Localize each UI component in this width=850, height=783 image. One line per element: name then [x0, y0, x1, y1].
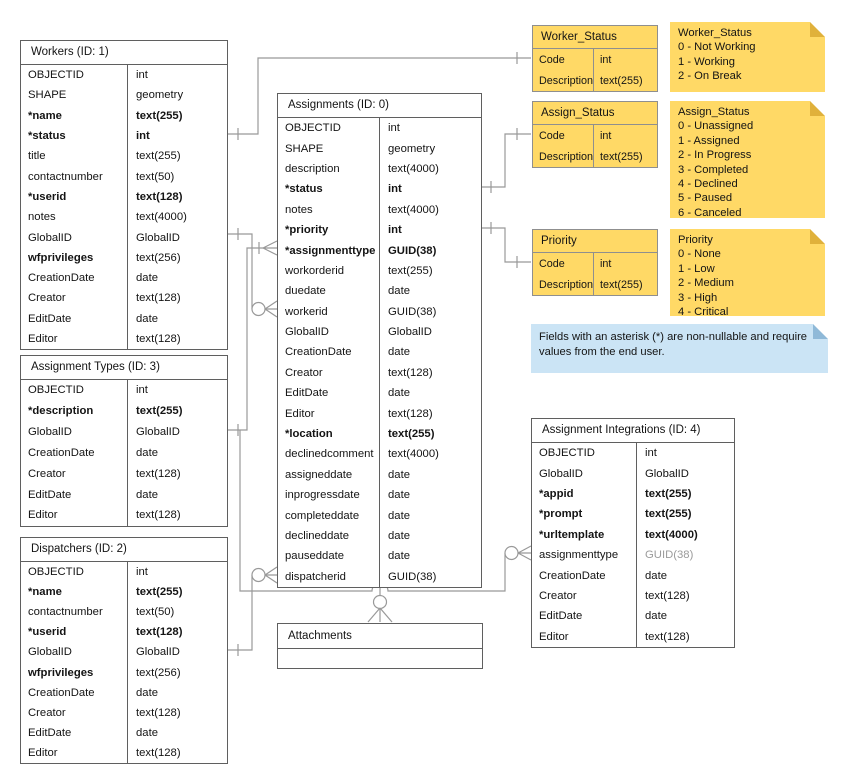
note-line: 0 - Not Working — [678, 41, 756, 54]
field-row — [278, 322, 481, 342]
field-type: text(128) — [127, 743, 227, 763]
field-row — [278, 261, 481, 281]
field-row — [278, 505, 481, 525]
field-name: *userid — [28, 626, 67, 639]
note-priority-legend[interactable] — [670, 229, 825, 319]
field-name: GlobalID — [539, 467, 583, 480]
folded-corner-icon — [810, 101, 825, 116]
field-name: CreationDate — [28, 686, 95, 699]
field-name: CreationDate — [28, 272, 95, 285]
field-type: text(255) — [593, 146, 657, 167]
field-type: date — [127, 268, 227, 288]
note-line: Worker_Status — [678, 27, 752, 39]
field-row — [532, 443, 734, 463]
field-type: int — [636, 443, 734, 463]
field-name: Code — [539, 257, 565, 270]
field-name: EditDate — [28, 488, 72, 501]
field-name: *name — [28, 586, 62, 599]
field-type: text(128) — [127, 187, 227, 207]
field-type: text(128) — [636, 586, 734, 606]
field-type: int — [127, 126, 227, 146]
field-name: Editor — [28, 746, 58, 759]
field-row — [21, 743, 227, 763]
field-list — [21, 380, 227, 526]
field-row — [278, 526, 481, 546]
field-name: Editor — [28, 333, 58, 345]
field-type: text(128) — [127, 622, 227, 642]
field-name: EditDate — [28, 726, 72, 739]
field-type: text(255) — [593, 274, 657, 295]
field-name: GlobalID — [28, 231, 72, 244]
note-line: 3 - Completed — [678, 163, 749, 176]
field-list — [278, 649, 482, 668]
field-row — [533, 70, 657, 91]
field-name: EditDate — [28, 312, 72, 325]
field-row — [278, 138, 481, 158]
field-row — [532, 627, 734, 647]
field-row — [532, 545, 734, 565]
field-name: inprogressdate — [285, 489, 360, 502]
crows-foot — [518, 546, 531, 560]
field-name: dispatcherid — [285, 570, 346, 583]
field-name: Code — [539, 53, 565, 66]
field-list — [278, 118, 481, 587]
crows-foot — [263, 241, 277, 255]
field-row — [532, 525, 734, 545]
field-name: SHAPE — [285, 142, 324, 155]
field-name: EditDate — [285, 387, 329, 400]
field-name: *appid — [539, 487, 574, 500]
field-row — [21, 703, 227, 723]
field-name: description — [285, 162, 340, 175]
field-name: Creator — [28, 467, 66, 480]
field-type: text(255) — [379, 261, 481, 281]
field-name: OBJECTID — [28, 69, 84, 82]
field-name: notes — [28, 211, 56, 224]
field-name: Editor — [285, 407, 315, 420]
field-type: int — [379, 118, 481, 138]
field-row — [21, 309, 227, 329]
field-name: contactnumber — [28, 170, 103, 183]
field-row — [21, 582, 227, 602]
field-name: *prompt — [539, 508, 583, 521]
field-type: text(128) — [127, 288, 227, 308]
field-type: GlobalID — [127, 642, 227, 662]
field-type: date — [127, 723, 227, 743]
field-row — [21, 401, 227, 422]
empty-row — [278, 649, 482, 668]
zero-circle — [505, 547, 518, 560]
table-assignments[interactable] — [277, 93, 482, 588]
field-type: text(256) — [127, 248, 227, 268]
field-row — [21, 227, 227, 247]
field-name: *priority — [285, 224, 329, 237]
field-row — [278, 444, 481, 464]
field-row — [278, 546, 481, 566]
field-row — [21, 463, 227, 484]
field-type: GUID(38) — [379, 302, 481, 322]
field-row — [532, 484, 734, 504]
note-line: 1 - Assigned — [678, 134, 740, 147]
field-type: text(50) — [127, 602, 227, 622]
field-type: date — [636, 565, 734, 585]
field-list — [533, 125, 657, 167]
field-type: date — [636, 606, 734, 626]
field-type: date — [379, 383, 481, 403]
note-line: 4 - Critical — [678, 306, 729, 319]
field-name: *name — [28, 109, 62, 122]
field-name: declineddate — [285, 530, 350, 542]
field-name: *urltemplate — [539, 528, 605, 541]
field-row — [532, 606, 734, 626]
field-row — [278, 465, 481, 485]
field-row — [278, 342, 481, 362]
field-name: duedate — [285, 285, 326, 298]
note-line: 6 - Canceled — [678, 206, 742, 219]
field-name: EditDate — [539, 610, 583, 623]
table-assignment-types[interactable] — [20, 355, 228, 527]
field-row — [21, 268, 227, 288]
table-title: Workers (ID: 1) — [21, 41, 227, 65]
field-name: GlobalID — [28, 646, 72, 659]
field-type: GUID(38) — [379, 567, 481, 587]
field-type: GlobalID — [636, 463, 734, 483]
note-worker-status-legend[interactable] — [670, 22, 825, 92]
table-attachments[interactable] — [277, 623, 483, 669]
zero-circle — [374, 596, 387, 609]
table-title: Dispatchers (ID: 2) — [21, 538, 227, 562]
field-name: Creator — [285, 366, 323, 379]
note-line: Assign_Status — [678, 106, 750, 118]
field-row — [278, 363, 481, 383]
field-name: Editor — [539, 630, 569, 643]
field-row — [21, 106, 227, 126]
field-type: text(128) — [127, 505, 227, 526]
field-list — [533, 49, 657, 91]
field-row — [21, 642, 227, 662]
field-type: text(255) — [127, 582, 227, 602]
field-list — [533, 253, 657, 295]
field-name: OBJECTID — [28, 384, 84, 397]
field-row — [278, 240, 481, 260]
field-type: text(128) — [379, 403, 481, 423]
field-type: date — [127, 309, 227, 329]
field-name: Creator — [28, 292, 66, 305]
field-name: CreationDate — [539, 569, 606, 582]
field-name: contactnumber — [28, 606, 103, 619]
field-row — [21, 662, 227, 682]
note-assign-status-legend[interactable] — [670, 101, 825, 218]
field-name: Editor — [28, 509, 58, 522]
note-line: 5 - Paused — [678, 192, 733, 205]
note-line: Priority — [678, 234, 713, 246]
zero-circle — [252, 303, 265, 316]
field-type: GlobalID — [379, 322, 481, 342]
field-type: text(4000) — [379, 159, 481, 179]
field-row — [278, 424, 481, 444]
field-name: *status — [28, 130, 66, 143]
field-row — [278, 383, 481, 403]
field-type: text(128) — [636, 627, 734, 647]
field-row — [21, 146, 227, 166]
field-row — [21, 207, 227, 227]
table-title: Assign_Status — [533, 102, 657, 125]
field-type: date — [379, 546, 481, 566]
connector-assignments-status-to-assign-status — [482, 128, 531, 193]
field-type: GUID(38) — [379, 240, 481, 260]
note-line: 2 - Medium — [678, 277, 734, 290]
field-type: text(255) — [379, 424, 481, 444]
field-type: date — [127, 443, 227, 464]
field-type: date — [379, 281, 481, 301]
table-title: Worker_Status — [533, 26, 657, 49]
field-type: int — [379, 220, 481, 240]
connector-dispatchers-to-assignments-dispatcherid — [228, 567, 277, 656]
table-title: Priority — [533, 230, 657, 253]
field-name: workerid — [285, 305, 328, 318]
field-row — [21, 484, 227, 505]
field-name: *userid — [28, 190, 67, 203]
field-name: CreationDate — [285, 346, 352, 359]
field-list — [21, 562, 227, 763]
table-title: Assignments (ID: 0) — [278, 94, 481, 118]
field-name: SHAPE — [28, 89, 67, 102]
field-row — [21, 505, 227, 526]
note-line: 1 - Low — [678, 262, 715, 275]
field-name: assigneddate — [285, 468, 353, 481]
note-line: 4 - Declined — [678, 178, 738, 191]
field-type: int — [593, 49, 657, 70]
field-row — [533, 146, 657, 167]
field-row — [278, 403, 481, 423]
field-row — [21, 248, 227, 268]
field-type: text(128) — [379, 363, 481, 383]
field-row — [21, 562, 227, 582]
field-type: date — [127, 683, 227, 703]
field-type: int — [127, 65, 227, 85]
field-row — [21, 85, 227, 105]
field-type: int — [593, 125, 657, 146]
field-name: workorderid — [285, 264, 345, 277]
field-row — [533, 253, 657, 274]
table-title: Attachments — [278, 624, 482, 649]
field-name: Creator — [28, 706, 66, 719]
folded-corner-icon — [810, 22, 825, 37]
table-title: Assignment Integrations (ID: 4) — [532, 419, 734, 443]
field-type: text(4000) — [127, 207, 227, 227]
field-row — [21, 187, 227, 207]
field-row — [278, 281, 481, 301]
field-name: Description — [539, 278, 593, 291]
field-row — [278, 118, 481, 138]
field-name: completeddate — [285, 509, 360, 522]
field-name: title — [28, 150, 46, 163]
field-row — [21, 380, 227, 401]
field-type: text(255) — [593, 70, 657, 91]
field-type: GlobalID — [127, 422, 227, 443]
field-type: geometry — [379, 138, 481, 158]
field-row — [21, 683, 227, 703]
crows-foot — [368, 608, 392, 622]
field-name: Description — [539, 150, 593, 163]
field-row — [278, 200, 481, 220]
field-type: text(128) — [127, 329, 227, 349]
field-row — [21, 723, 227, 743]
field-row — [21, 422, 227, 443]
field-row — [278, 302, 481, 322]
field-type: text(4000) — [379, 200, 481, 220]
folded-corner-icon — [810, 229, 825, 244]
field-type: int — [127, 380, 227, 401]
field-type: text(255) — [127, 146, 227, 166]
field-name: declinedcomment — [285, 448, 374, 461]
field-name: wfprivileges — [28, 666, 94, 679]
field-name: wfprivileges — [28, 251, 94, 264]
field-type: text(255) — [127, 106, 227, 126]
field-row — [532, 504, 734, 524]
field-row — [21, 443, 227, 464]
field-type: GlobalID — [127, 227, 227, 247]
table-worker-status-domain[interactable] — [532, 25, 658, 92]
field-name: CreationDate — [28, 446, 95, 459]
field-name: Creator — [539, 589, 577, 602]
field-name: Code — [539, 129, 565, 142]
table-priority-domain[interactable] — [532, 229, 658, 296]
field-name: pauseddate — [285, 550, 345, 563]
note-line: 0 - Unassigned — [678, 120, 754, 133]
connector-workers-to-assignments-workerid — [228, 228, 277, 317]
field-list — [532, 443, 734, 647]
field-name: notes — [285, 203, 313, 216]
field-type: int — [593, 253, 657, 274]
field-row — [532, 565, 734, 585]
note-line: 2 - On Break — [678, 70, 742, 83]
field-row — [533, 49, 657, 70]
field-type: text(256) — [127, 662, 227, 682]
table-workers[interactable] — [20, 40, 228, 350]
field-name: *location — [285, 428, 333, 441]
field-row — [278, 179, 481, 199]
field-type: date — [379, 485, 481, 505]
table-title: Assignment Types (ID: 3) — [21, 356, 227, 380]
table-assign-status-domain[interactable] — [532, 101, 658, 168]
field-name: *assignmenttype — [285, 244, 376, 257]
crows-foot — [265, 567, 277, 583]
zero-circle — [252, 569, 265, 582]
field-type: text(128) — [127, 463, 227, 484]
note-line: 2 - In Progress — [678, 149, 752, 162]
field-row — [21, 166, 227, 186]
field-type: text(4000) — [636, 525, 734, 545]
connector-assignments-priority-to-priority — [482, 222, 531, 268]
field-type: date — [379, 526, 481, 546]
note-text: Fields with an asterisk (*) are non-nullable and require values from the end user. — [539, 331, 808, 358]
field-type: text(4000) — [379, 444, 481, 464]
field-name: OBJECTID — [539, 447, 595, 460]
crows-foot — [265, 301, 277, 317]
field-row — [533, 274, 657, 295]
field-name: *description — [28, 405, 94, 418]
field-name: OBJECTID — [28, 566, 84, 579]
field-row — [278, 567, 481, 587]
field-row — [21, 126, 227, 146]
field-row — [532, 463, 734, 483]
field-name: GlobalID — [28, 426, 72, 439]
table-dispatchers[interactable] — [20, 537, 228, 764]
field-list — [21, 65, 227, 349]
field-type: GUID(38) — [636, 545, 734, 565]
field-type: text(128) — [127, 703, 227, 723]
field-type: date — [379, 505, 481, 525]
field-type: int — [379, 179, 481, 199]
field-name: *status — [285, 183, 323, 196]
field-row — [21, 329, 227, 349]
field-name: GlobalID — [285, 326, 329, 339]
note-line: 3 - High — [678, 291, 718, 304]
field-type: text(255) — [636, 504, 734, 524]
field-row — [278, 159, 481, 179]
field-type: int — [127, 562, 227, 582]
field-name: assignmenttype — [539, 549, 619, 562]
field-name: OBJECTID — [285, 122, 341, 135]
field-type: text(50) — [127, 166, 227, 186]
field-type: text(255) — [636, 484, 734, 504]
folded-corner-icon — [813, 324, 828, 339]
field-row — [532, 586, 734, 606]
field-name: Description — [539, 74, 593, 87]
field-row — [278, 485, 481, 505]
field-row — [21, 622, 227, 642]
field-row — [278, 220, 481, 240]
field-type: date — [127, 484, 227, 505]
field-type: date — [379, 342, 481, 362]
note-line: 0 - None — [678, 248, 721, 261]
field-type: date — [379, 465, 481, 485]
field-row — [21, 65, 227, 85]
note-line: 1 - Working — [678, 55, 735, 68]
field-type: geometry — [127, 85, 227, 105]
field-row — [533, 125, 657, 146]
field-type: text(255) — [127, 401, 227, 422]
field-row — [21, 288, 227, 308]
table-assignment-integrations[interactable] — [531, 418, 735, 648]
note-asterisk-explanation[interactable] — [531, 324, 828, 373]
field-row — [21, 602, 227, 622]
